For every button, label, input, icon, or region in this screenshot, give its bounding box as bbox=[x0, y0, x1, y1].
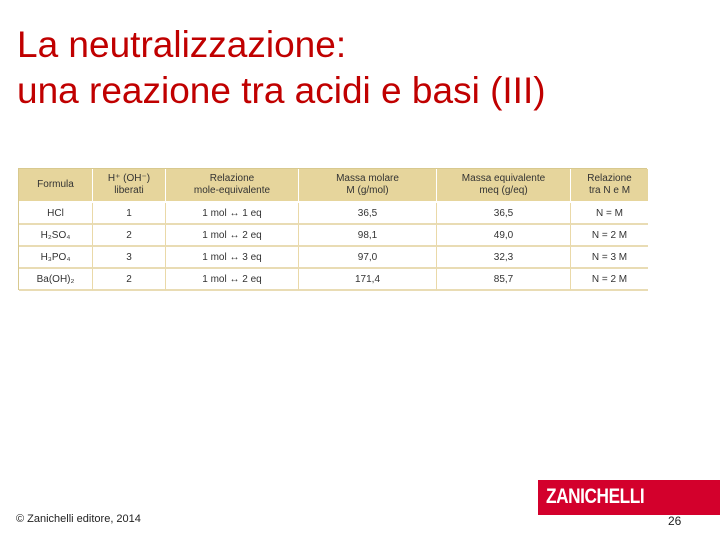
cell-mole-equivalent: 1 mol ↔ 1 eq bbox=[166, 203, 299, 225]
cell-n-m-relation: N = 3 M bbox=[571, 247, 648, 269]
cell-mole-equivalent: 1 mol ↔ 3 eq bbox=[166, 247, 299, 269]
table-row bbox=[19, 225, 648, 247]
header-n-m-relation-l2: tra N e M bbox=[588, 185, 631, 196]
cell-equivalent-mass: 49,0 bbox=[437, 225, 571, 247]
header-equivalent-mass-l1: Massa equivalente bbox=[461, 173, 546, 184]
header-equivalent-mass bbox=[437, 169, 571, 203]
header-mole-equivalent-l2: mole-equivalente bbox=[193, 185, 271, 196]
cell-molar-mass: 36,5 bbox=[299, 203, 437, 225]
header-equivalent-mass-l2: meq (g/eq) bbox=[479, 185, 528, 196]
cell-ions: 1 bbox=[93, 203, 166, 225]
header-molar-mass-l1: Massa molare bbox=[336, 173, 399, 184]
header-formula bbox=[19, 169, 93, 203]
cell-ions: 2 bbox=[93, 269, 166, 291]
logo-text: ZANICHELLI bbox=[546, 485, 645, 508]
slide-title bbox=[17, 22, 546, 114]
cell-formula: HCl bbox=[19, 203, 93, 225]
header-n-m-relation bbox=[571, 169, 648, 203]
header-molar-mass bbox=[299, 169, 437, 203]
cell-molar-mass: 98,1 bbox=[299, 225, 437, 247]
cell-equivalent-mass: 36,5 bbox=[437, 203, 571, 225]
header-formula-l1: Formula bbox=[37, 179, 74, 190]
cell-mole-equivalent: 1 mol ↔ 2 eq bbox=[166, 225, 299, 247]
cell-equivalent-mass: 85,7 bbox=[437, 269, 571, 291]
header-mole-equivalent bbox=[166, 169, 299, 203]
table-row bbox=[19, 247, 648, 269]
header-ions-l1: H⁺ (OH⁻) bbox=[107, 173, 151, 184]
table-row bbox=[19, 269, 648, 291]
cell-ions: 2 bbox=[93, 225, 166, 247]
header-mole-equivalent-l1: Relazione bbox=[209, 173, 255, 184]
cell-ions: 3 bbox=[93, 247, 166, 269]
page-number: 26 bbox=[668, 514, 682, 528]
table-row bbox=[19, 203, 648, 225]
header-ions-l2: liberati bbox=[114, 185, 144, 196]
copyright-notice: © Zanichelli editore, 2014 bbox=[16, 513, 141, 525]
cell-formula: H₃PO₄ bbox=[19, 247, 93, 269]
cell-n-m-relation: N = 2 M bbox=[571, 269, 648, 291]
zanichelli-logo bbox=[538, 480, 720, 515]
data-table bbox=[19, 169, 648, 291]
header-molar-mass-l2: M (g/mol) bbox=[346, 185, 389, 196]
header-n-m-relation-l1: Relazione bbox=[587, 173, 632, 184]
cell-equivalent-mass: 32,3 bbox=[437, 247, 571, 269]
acid-base-table bbox=[18, 168, 647, 290]
cell-n-m-relation: N = M bbox=[571, 203, 648, 225]
cell-molar-mass: 171,4 bbox=[299, 269, 437, 291]
cell-formula: H₂SO₄ bbox=[19, 225, 93, 247]
header-ions bbox=[93, 169, 166, 203]
table-header-row bbox=[19, 169, 648, 203]
cell-mole-equivalent: 1 mol ↔ 2 eq bbox=[166, 269, 299, 291]
cell-molar-mass: 97,0 bbox=[299, 247, 437, 269]
slide-title-line-2: una reazione tra acidi e basi (III) bbox=[17, 70, 546, 111]
cell-formula: Ba(OH)₂ bbox=[19, 269, 93, 291]
slide-title-line-1: La neutralizzazione: bbox=[17, 24, 347, 65]
cell-n-m-relation: N = 2 M bbox=[571, 225, 648, 247]
